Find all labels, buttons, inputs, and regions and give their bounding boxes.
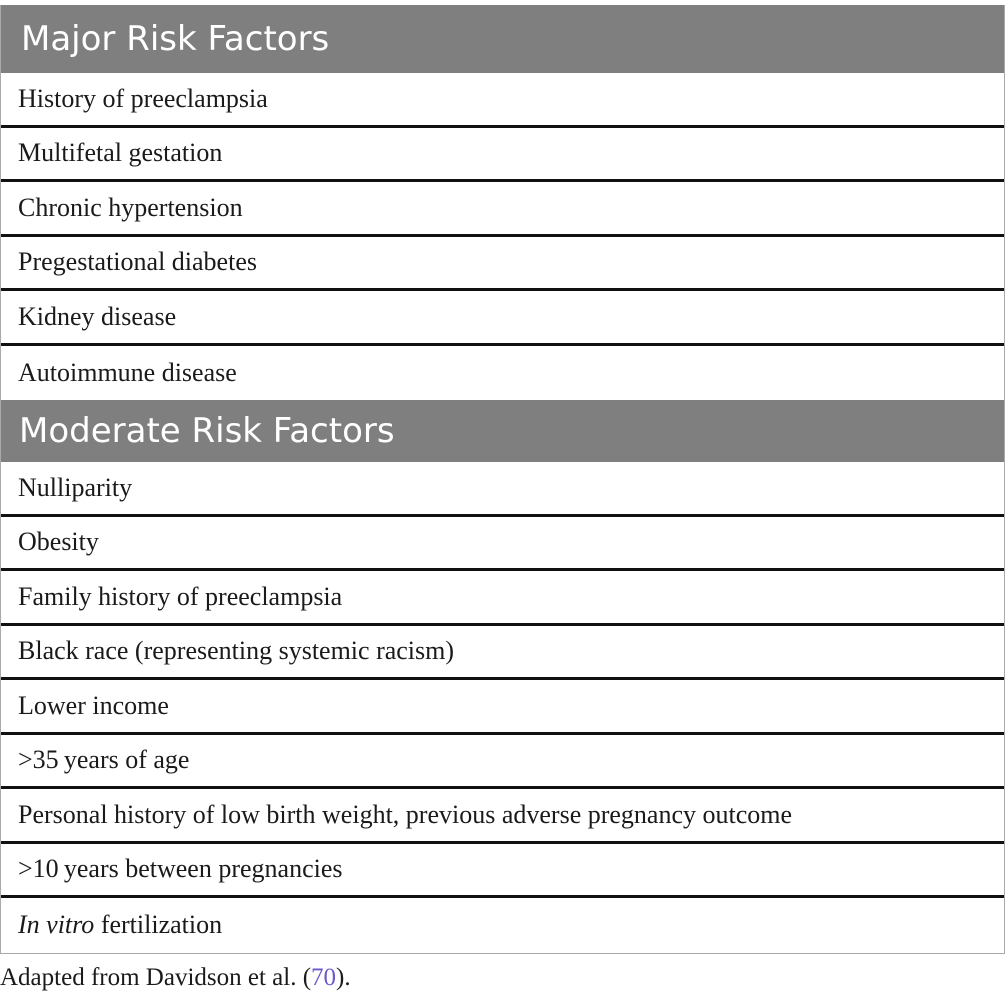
- reference-link[interactable]: 70: [311, 964, 337, 991]
- table-row: Autoimmune disease: [18, 357, 237, 387]
- risk-factors-table: [0, 5, 1005, 954]
- table-row: History of preeclampsia: [1, 73, 1004, 128]
- footnote-suffix: ).: [336, 964, 351, 991]
- table-footnote: [0, 964, 351, 992]
- footnote-prefix: Adapted from Davidson et al. (: [0, 964, 312, 991]
- major-risk-factors-header: Major Risk Factors: [1, 5, 1004, 73]
- table-row: Obesity: [1, 517, 1004, 572]
- table-row: Family history of preeclampsia: [1, 571, 1004, 626]
- table-row: Multifetal gestation: [1, 128, 1004, 183]
- table-row: Black race (representing systemic racism): [1, 626, 1004, 681]
- in-vitro-italic-text: In vitro: [18, 910, 95, 940]
- table-row: >10 years between pregnancies: [1, 844, 1004, 899]
- table-row: >35 years of age: [1, 735, 1004, 790]
- table-row: Nulliparity: [1, 462, 1004, 517]
- table-row: Chronic hypertension: [1, 182, 1004, 237]
- table-row: Kidney disease: [1, 291, 1004, 346]
- table-row: Lower income: [1, 680, 1004, 735]
- moderate-risk-factors-header: Moderate Risk Factors: [1, 400, 1004, 462]
- table-row: Pregestational diabetes: [1, 237, 1004, 292]
- fertilization-text: fertilization: [94, 910, 223, 940]
- table-row: [1, 898, 1004, 953]
- table-row: Personal history of low birth weight, previous adverse pregnancy outcome: [1, 789, 1004, 844]
